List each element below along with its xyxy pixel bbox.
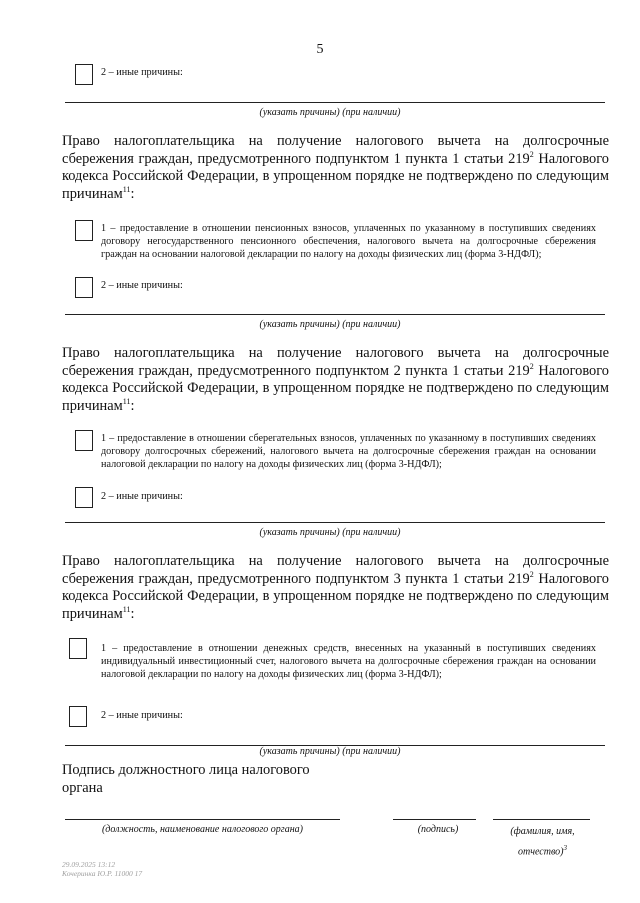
investment-account-label: 1 – предоставление в отношении денежных средств, внесенных на указанный в поступивших сведениях индивидуальный инвестиционный счет, налогового вычета на долгосрочные сбережения граждан на основании налоговой декларации по налогу на доходы физических лиц (форма 3-НДФЛ); <box>101 643 596 681</box>
other-reasons-label: 2 – иные причины: <box>101 280 183 291</box>
pension-contributions-label: 1 – предоставление в отношении пенсионных взносов, уплаченных по указанному в поступивших сведениях договору негосударственного пенсионного обеспечения, налогового вычета на долгосрочные сбережения граждан на основании налоговой декларации по налогу на доходы физических лиц (форма 3-НДФЛ); <box>101 223 596 261</box>
deduction-paragraph-2: Право налогоплательщика на получение налогового вычета на долгосрочные сбережения граждан, предусмотренного подпунктом 2 пункта 1 статьи $219^2$ Налогового кодекса Российской Федерации, в упрощенном порядке не подтверждено по следующим причинам$^{11}$: <box>62 345 609 414</box>
position-input-line[interactable] <box>65 819 340 820</box>
reasons-caption: (указать причины) (при наличии) <box>259 319 401 330</box>
position-caption: (должность, наименование налогового органа) <box>101 824 304 835</box>
other-reasons-checkbox[interactable] <box>75 487 93 508</box>
reasons-input-line[interactable] <box>65 522 605 523</box>
reasons-caption: (указать причины) (при наличии) <box>259 107 401 118</box>
reasons-caption: (указать причины) (при наличии) <box>259 746 401 757</box>
savings-contributions-checkbox[interactable] <box>75 430 93 451</box>
stamp-user: Кочеринка Ю.Р. 11000 17 <box>62 869 143 878</box>
deduction-paragraph-3: Право налогоплательщика на получение налогового вычета на долгосрочные сбережения граждан, предусмотренного подпунктом 3 пункта 1 статьи $219^2$ Налогового кодекса Российской Федерации, в упрощенном порядке не подтверждено по следующим причинам$^{11}$: <box>62 553 609 622</box>
other-reasons-checkbox[interactable] <box>69 706 87 727</box>
investment-account-checkbox[interactable] <box>69 638 87 659</box>
reasons-input-line[interactable] <box>65 314 605 315</box>
page-number: 5 <box>316 42 324 57</box>
signature-input-line[interactable] <box>393 819 476 820</box>
reasons-caption: (указать причины) (при наличии) <box>259 527 401 538</box>
other-reasons-label: 2 – иные причины: <box>101 67 183 78</box>
name-input-line[interactable] <box>493 819 590 820</box>
other-reasons-label: 2 – иные причины: <box>101 491 183 502</box>
other-reasons-label: 2 – иные причины: <box>101 710 183 721</box>
official-signature-title: Подпись должностного лица налогового органа <box>62 762 310 796</box>
print-stamp <box>62 860 142 878</box>
pension-contributions-checkbox[interactable] <box>75 220 93 241</box>
savings-contributions-label: 1 – предоставление в отношении сберегательных взносов, уплаченных по указанному в поступивших сведениях договору долгосрочных сбережений, налогового вычета на долгосрочные сбережения граждан на основании налоговой декларации по налогу на доходы физических лиц (форма 3-НДФЛ); <box>101 433 596 471</box>
name-caption: (фамилия, имя, отчество)$^3$ <box>510 826 575 858</box>
reasons-input-line[interactable] <box>65 102 605 103</box>
signature-caption: (подпись) <box>417 824 459 835</box>
deduction-paragraph-1: Право налогоплательщика на получение налогового вычета на долгосрочные сбережения граждан, предусмотренного подпунктом 1 пункта 1 статьи $219^2$ Налогового кодекса Российской Федерации, в упрощенном порядке не подтверждено по следующим причинам$^{11}$: <box>62 133 609 202</box>
stamp-date: 29.09.2025 13:12 <box>62 860 116 869</box>
other-reasons-checkbox[interactable] <box>75 277 93 298</box>
other-reasons-checkbox[interactable] <box>75 64 93 85</box>
